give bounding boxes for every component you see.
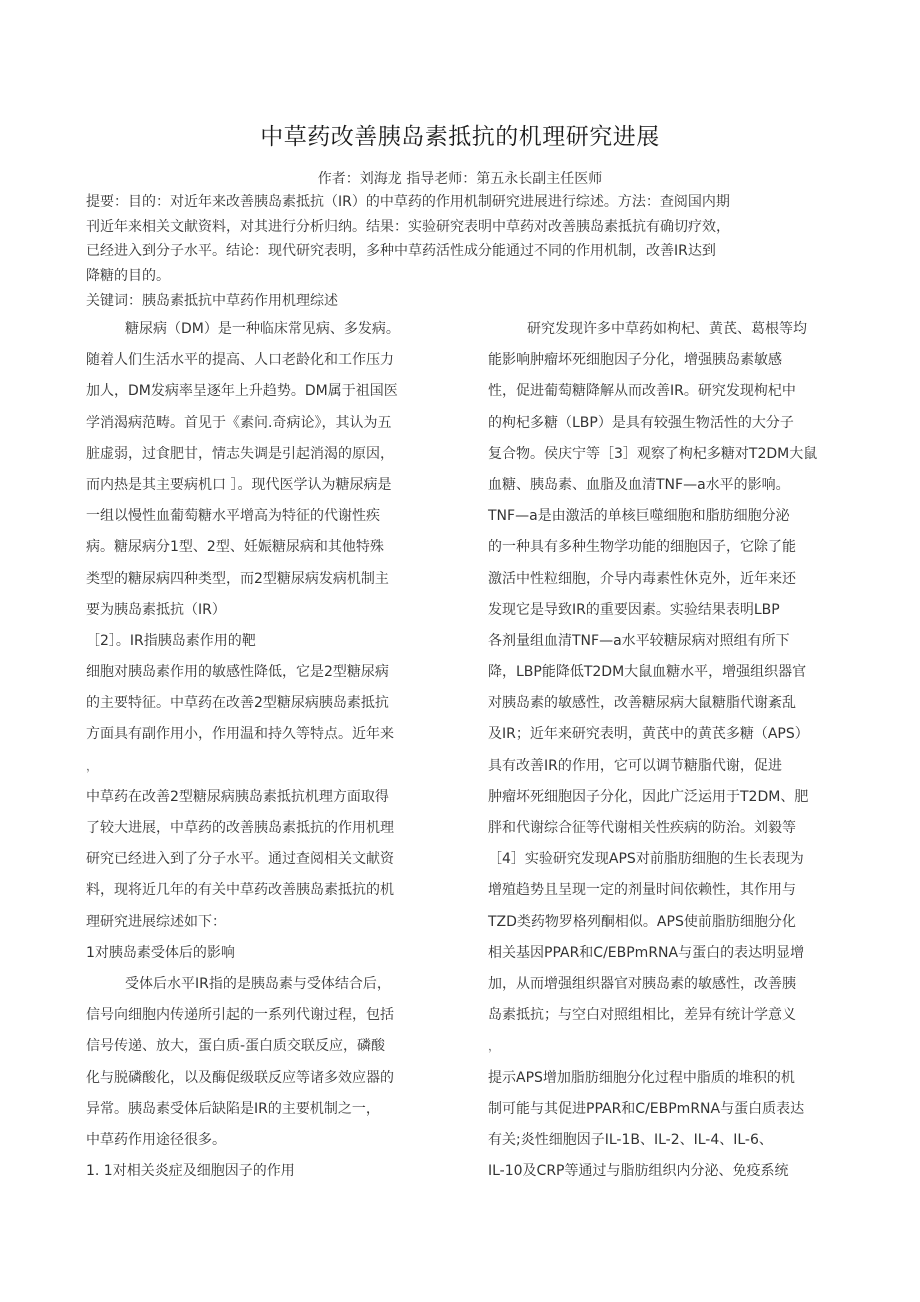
body-line: 提示APS增加脂肪细胞分化过程中脂质的堆积的机 [488, 1069, 795, 1086]
body-line: 相关基因PPAR和C/EBPmRNA与蛋白的表达明显增 [488, 944, 805, 961]
body-line: 及IR；近年来研究表明，黄芪中的黄芪多糖（APS） [488, 726, 809, 743]
abstract-line: 降糖的目的。 [86, 267, 170, 284]
body-line: 而内热是其主要病机口 ］。现代医学认为糖尿病是 [86, 476, 392, 493]
body-line: 性，促进葡萄糖降解从而改善IR。研究发现枸杞中 [488, 383, 796, 400]
body-line: 方面具有副作用小，作用温和持久等特点。近年来 [86, 726, 394, 743]
body-line: 各剂量组血清TNF—a水平较糖尿病对照组有所下 [488, 632, 790, 649]
body-line: 脏虚弱，过食肥甘，情志失调是引起消渴的原因， [86, 445, 394, 462]
body-line: 的主要特征。中草药在改善2型糖尿病胰岛素抵抗 [86, 695, 389, 712]
body-line: 料，现将近几年的有关中草药改善胰岛素抵抗的机 [86, 882, 394, 899]
body-line: IL-10及CRP等通过与脂肪组织内分泌、免疫系统 [488, 1163, 789, 1180]
body-line: 研究发现许多中草药如枸杞、黄芪、葛根等均 [527, 321, 807, 337]
body-line: 有关;炎性细胞因子IL-1B、IL-2、IL-4、IL-6、 [488, 1131, 773, 1148]
body-line: 制可能与其促进PPAR和C/EBPmRNA与蛋白质表达 [488, 1100, 805, 1117]
body-line: 加，从而增强组织器官对胰岛素的敏感性，改善胰 [488, 975, 796, 992]
body-line: ［2］。IR指胰岛素作用的靶 [86, 632, 256, 649]
author-line: 作者：刘海龙 指导老师：第五永长副主任医师 [317, 171, 603, 187]
paper-title: 中草药改善胰岛素抵抗的机理研究进展 [260, 124, 660, 150]
body-line: 发现它是导致IR的重要因素。实验结果表明LBP [488, 601, 780, 618]
body-line: 增殖趋势且呈现一定的剂量时间依赖性，其作用与 [488, 882, 796, 899]
body-line: 病。糖尿病分1型、2型、妊娠糖尿病和其他特殊 [86, 539, 384, 556]
body-line: 具有改善IR的作用，它可以调节糖脂代谢，促进 [488, 757, 782, 774]
body-line: 理研究进展综述如下： [86, 913, 226, 930]
body-line: 学消渴病范畴。首见于《素问.奇病论》，其认为五 [86, 414, 392, 431]
body-line: 激活中性粒细胞，介导内毒素性休克外，近年来还 [488, 570, 796, 587]
body-line: 了较大进展，中草药的改善胰岛素抵抗的作用机理 [86, 820, 394, 836]
body-line: 岛素抵抗；与空白对照组相比，差异有统计学意义 [488, 1007, 796, 1024]
body-line: 中草药在改善2型糖尿病胰岛素抵抗机理方面取得 [86, 788, 389, 805]
left-column [86, 314, 441, 1187]
abstract-line: 已经进入到分子水平。结论：现代研究表明，多种中草药活性成分能通过不同的作用机制，改善IR达到 [86, 243, 716, 259]
body-line: 中草药作用途径很多。 [86, 1131, 226, 1148]
body-line: 化与脱磷酸化，以及酶促级联反应等诸多效应器的 [86, 1069, 394, 1086]
body-line: TZD类药物罗格列酮相似。APS使前脂肪细胞分化 [488, 913, 796, 930]
body-line: 类型的糖尿病四种类型，而2型糖尿病发病机制主 [86, 570, 389, 587]
body-line: 加人，DM发病率呈逐年上升趋势。DM属于祖国医 [86, 383, 398, 400]
abstract-line: 提要：目的：对近年来改善胰岛素抵抗（IR）的中草药的作用机制研究进展进行综述。方法：查阅国内期 [86, 194, 730, 210]
body-line: 受体后水平IR指的是胰岛素与受体结合后， [125, 975, 391, 992]
body-line: 要为胰岛素抵抗（IR） [86, 601, 226, 618]
abstract [86, 190, 826, 314]
body-line: 研究已经进入到了分子水平。通过查阅相关文献资 [86, 851, 394, 868]
body-line: 复合物。侯庆宁等［3］观察了枸杞多糖对T2DM大鼠 [488, 445, 818, 462]
body-line: ， [488, 1039, 501, 1054]
body-line: 的一种具有多种生物学功能的细胞因子，它除了能 [488, 539, 796, 556]
abstract-line: 刊近年来相关文献资料，对其进行分析归纳。结果：实验研究表明中草药对改善胰岛素抵抗有确切疗效， [86, 218, 730, 235]
body-line: 血糖、胰岛素、血脂及血清TNF—a水平的影响。 [488, 476, 790, 493]
keywords: 关键词：胰岛素抵抗中草药作用机理综述 [86, 293, 338, 309]
body-line: 胖和代谢综合征等代谢相关性疾病的防治。刘毅等 [488, 820, 796, 836]
section-heading: 1对胰岛素受体后的影响 [86, 944, 235, 961]
body-line: ［4］实验研究发现APS对前脂肪细胞的生长表现为 [488, 851, 804, 868]
body-line: 一组以慢性血葡萄糖水平增高为特征的代谢性疾 [86, 508, 380, 525]
body-line: 信号传递、放大，蛋白质-蛋白质交联反应，磷酸 [86, 1038, 386, 1055]
body-line: 糖尿病（DM）是一种临床常见病、多发病。 [125, 321, 400, 337]
body-line: 降，LBP能降低T2DM大鼠血糖水平，增强组织器官 [488, 664, 807, 681]
body-line: 细胞对胰岛素作用的敏感性降低，它是2型糖尿病 [86, 664, 389, 681]
body-line: TNF—a是由激活的单核巨噬细胞和脂肪细胞分泌 [488, 508, 790, 525]
body-line: 随着人们生活水平的提高、人口老龄化和工作压力 [86, 352, 394, 369]
right-column [488, 314, 843, 1187]
body-line: 肿瘤坏死细胞因子分化，因此广泛运用于T2DM、肥 [488, 788, 809, 805]
body-line: 对胰岛素的敏感性，改善糖尿病大鼠糖脂代谢紊乱 [488, 695, 796, 712]
body-line: ， [86, 758, 99, 773]
body-line: 的枸杞多糖（LBP）是具有较强生物活性的大分子 [488, 414, 794, 431]
body-line: 信号向细胞内传递所引起的一系列代谢过程，包括 [86, 1007, 394, 1024]
subsection-heading: 1. 1对相关炎症及细胞因子的作用 [86, 1163, 295, 1180]
body-line: 异常。胰岛素受体后缺陷是IR的主要机制之一， [86, 1100, 380, 1117]
body-line: 能影响肿瘤坏死细胞因子分化，增强胰岛素敏感 [488, 352, 782, 369]
